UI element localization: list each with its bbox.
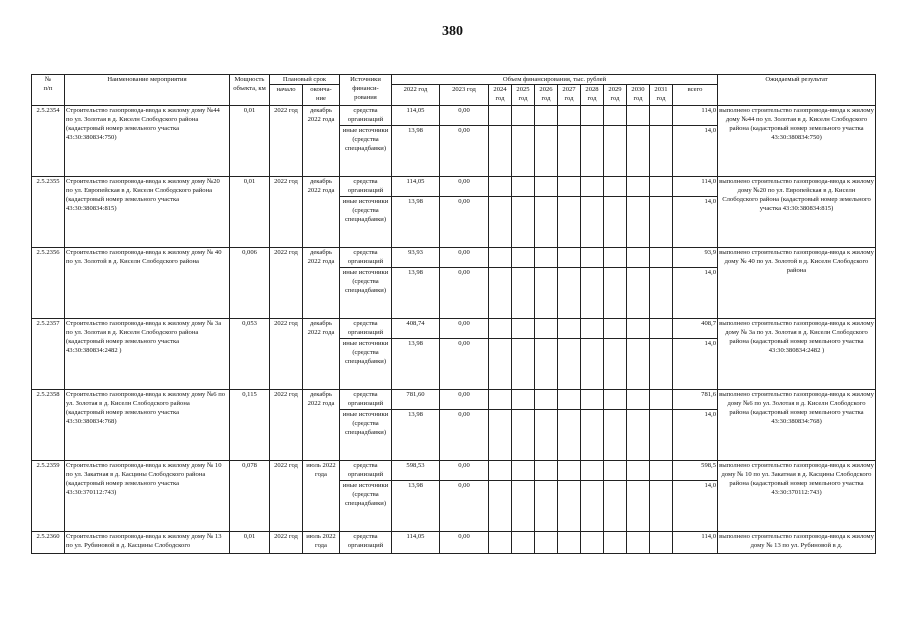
header-year: 2031 год: [650, 85, 673, 106]
page-number: 380: [442, 24, 463, 39]
row-value-total: 14,0: [673, 197, 718, 248]
row-num: 2.5.2360: [32, 532, 65, 554]
table-row: [32, 532, 876, 554]
table-row: [32, 319, 876, 339]
row-value-2023: 0,00: [440, 248, 489, 268]
row-value-total: 408,7: [673, 319, 718, 339]
header-year: 2025 год: [512, 85, 535, 106]
table-header: [32, 75, 876, 106]
row-value-total: 781,6: [673, 390, 718, 410]
row-value-2022: 13,98: [392, 126, 440, 177]
row-result: выполнено строительство газопровода-ввода к жилому дому № 13 по ул. Рубиновой в д.: [718, 532, 876, 554]
row-start: 2022 год: [270, 532, 303, 554]
row-value-2023: 0,00: [440, 177, 489, 197]
header-term: Плановый срок: [270, 75, 340, 85]
header-power: Мощность объекта, км: [230, 75, 270, 106]
header-num: № п/п: [32, 75, 65, 106]
row-name: Строительство газопровода-ввода к жилому дому №20 по ул. Европейская в д. Киселн Слободского района (кадастровый номер земельного участка 43:30:380834:815): [65, 177, 230, 248]
row-power: 0,01: [230, 177, 270, 248]
row-result: выполнено строительство газопровода-ввода к жилому дому № 10 по ул. Закатная в д. Касцины Слободского района (кадастровый номер земельного участка 43:30:370112:743): [718, 461, 876, 532]
row-source-other: иные источники (средства спецнадбавки): [340, 339, 392, 390]
row-num: 2.5.2359: [32, 461, 65, 532]
row-source-orgs: средства организаций: [340, 319, 392, 339]
table-row: [32, 461, 876, 481]
row-value-total: 14,0: [673, 410, 718, 461]
row-value-total: 14,0: [673, 339, 718, 390]
table-body: [32, 106, 876, 554]
row-value-total: 114,0: [673, 532, 718, 554]
row-num: 2.5.2357: [32, 319, 65, 390]
row-value-2023: 0,00: [440, 390, 489, 410]
row-source-other: иные источники (средства спецнадбавки): [340, 126, 392, 177]
row-value-2022: 13,98: [392, 197, 440, 248]
row-power: 0,006: [230, 248, 270, 319]
header-result: Ожидаемый результат: [718, 75, 876, 106]
row-source-orgs: средства организаций: [340, 461, 392, 481]
row-value-2022: 408,74: [392, 319, 440, 339]
row-source-other: иные источники (средства спецнадбавки): [340, 481, 392, 532]
row-end: декабрь 2022 года: [303, 248, 340, 319]
row-power: 0,053: [230, 319, 270, 390]
header-year: 2030 год: [627, 85, 650, 106]
row-start: 2022 год: [270, 390, 303, 461]
header-start: начало: [270, 85, 303, 106]
row-value-2023: 0,00: [440, 532, 489, 554]
row-name: Строительство газопровода-ввода к жилому дому № 10 по ул. Закатная в д. Касцины Слободского района (кадастровый номер земельного участка 43:30:370112:743): [65, 461, 230, 532]
row-value-total: 14,0: [673, 268, 718, 319]
row-value-2022: 114,05: [392, 532, 440, 554]
row-value-2023: 0,00: [440, 268, 489, 319]
row-value-2022: 93,93: [392, 248, 440, 268]
row-end: декабрь 2022 года: [303, 177, 340, 248]
row-value-2023: 0,00: [440, 461, 489, 481]
row-end: декабрь 2022 года: [303, 106, 340, 177]
row-end: декабрь 2022 года: [303, 319, 340, 390]
row-power: 0,01: [230, 532, 270, 554]
header-name: Наименование мероприятия: [65, 75, 230, 106]
row-value-2023: 0,00: [440, 339, 489, 390]
header-total: всего: [673, 85, 718, 106]
row-name: Строительство газопровода-ввода к жилому дому №44 по ул. Золотая в д. Киселн Слободского района (кадастровый номер земельного участка 43:30:380834:750): [65, 106, 230, 177]
row-num: 2.5.2358: [32, 390, 65, 461]
table-row: [32, 177, 876, 197]
row-power: 0,01: [230, 106, 270, 177]
row-value-2022: 13,98: [392, 481, 440, 532]
row-source-other: иные источники (средства спецнадбавки): [340, 410, 392, 461]
row-result: выполнено строительство газопровода-ввода к жилому дому № 40 по ул. Золотой в д. Киселн Слободского района: [718, 248, 876, 319]
row-value-total: 114,0: [673, 177, 718, 197]
row-value-total: 598,5: [673, 461, 718, 481]
row-start: 2022 год: [270, 248, 303, 319]
financing-table: [31, 74, 876, 554]
row-value-2022: 781,60: [392, 390, 440, 410]
row-power: 0,078: [230, 461, 270, 532]
row-num: 2.5.2356: [32, 248, 65, 319]
table-row: [32, 248, 876, 268]
row-source-orgs: средства организаций: [340, 390, 392, 410]
row-result: выполнено строительство газопровода-ввода к жилому дому №20 по ул. Европейская в д. Киселн Слободского района (кадастровый номер земельного участка 43:30:380834:815): [718, 177, 876, 248]
row-value-total: 114,0: [673, 106, 718, 126]
header-2023: 2023 год: [440, 85, 489, 106]
row-end: июль 2022 года: [303, 461, 340, 532]
row-end: декабрь 2022 года: [303, 390, 340, 461]
row-source-orgs: средства организаций: [340, 106, 392, 126]
row-value-2022: 114,05: [392, 177, 440, 197]
table-row: [32, 106, 876, 126]
row-name: Строительство газопровода-ввода к жилому дому № 40 по ул. Золотой в д. Киселн Слободского района: [65, 248, 230, 319]
row-value-2023: 0,00: [440, 410, 489, 461]
row-value-2022: 598,53: [392, 461, 440, 481]
row-result: выполнено строительство газопровода-ввода к жилому дому №44 по ул. Золотая в д. Киселн Слободского района (кадастровый номер земельного участка 43:30:380834:750): [718, 106, 876, 177]
row-value-2023: 0,00: [440, 319, 489, 339]
header-year: 2026 год: [535, 85, 558, 106]
row-num: 2.5.2354: [32, 106, 65, 177]
row-value-2022: 13,98: [392, 410, 440, 461]
row-value-total: 93,9: [673, 248, 718, 268]
row-end: июль 2022 года: [303, 532, 340, 554]
row-start: 2022 год: [270, 319, 303, 390]
header-year: 2027 год: [558, 85, 581, 106]
row-source-other: иные источники (средства спецнадбавки): [340, 197, 392, 248]
row-start: 2022 год: [270, 461, 303, 532]
row-value-2023: 0,00: [440, 126, 489, 177]
header-year: 2028 год: [581, 85, 604, 106]
row-name: Строительство газопровода-ввода к жилому дому №6 по ул. Золотая в д. Киселн Слободского района (кадастровый номер земельного участка 43:30:380834:768): [65, 390, 230, 461]
row-value-total: 14,0: [673, 481, 718, 532]
row-source-orgs: средства организаций: [340, 532, 392, 554]
row-result: выполнено строительство газопровода-ввода к жилому дому № 3а по ул. Золотая в д. Киселн Слободского района (кадастровый номер земельного участка 43:30:380834:2482 ): [718, 319, 876, 390]
header-sources: Источники финанси- рования: [340, 75, 392, 106]
row-value-total: 14,0: [673, 126, 718, 177]
row-source-orgs: средства организаций: [340, 177, 392, 197]
row-start: 2022 год: [270, 177, 303, 248]
row-source-other: иные источники (средства спецнадбавки): [340, 268, 392, 319]
row-power: 0,115: [230, 390, 270, 461]
row-result: выполнено строительство газопровода-ввода к жилому дому №6 по ул. Золотая в д. Киселн Слободского района (кадастровый номер земельного участка 43:30:380834:768): [718, 390, 876, 461]
header-end: оконча- ние: [303, 85, 340, 106]
row-name: Строительство газопровода-ввода к жилому дому № 13 по ул. Рубиновой в д. Касцины Слободского: [65, 532, 230, 554]
header-year: 2024 год: [489, 85, 512, 106]
row-start: 2022 год: [270, 106, 303, 177]
row-value-2023: 0,00: [440, 481, 489, 532]
row-source-orgs: средства организаций: [340, 248, 392, 268]
row-num: 2.5.2355: [32, 177, 65, 248]
row-value-2023: 0,00: [440, 106, 489, 126]
row-value-2022: 13,98: [392, 268, 440, 319]
header-2022: 2022 год: [392, 85, 440, 106]
row-value-2023: 0,00: [440, 197, 489, 248]
header-year: 2029 год: [604, 85, 627, 106]
row-value-2022: 114,05: [392, 106, 440, 126]
row-value-2022: 13,98: [392, 339, 440, 390]
header-volume: Объем финансирования, тыс. рублей: [392, 75, 718, 85]
row-name: Строительство газопровода-ввода к жилому дому № 3а по ул. Золотая в д. Киселн Слободского района (кадастровый номер земельного участка 43:30:380834:2482 ): [65, 319, 230, 390]
table-row: [32, 390, 876, 410]
